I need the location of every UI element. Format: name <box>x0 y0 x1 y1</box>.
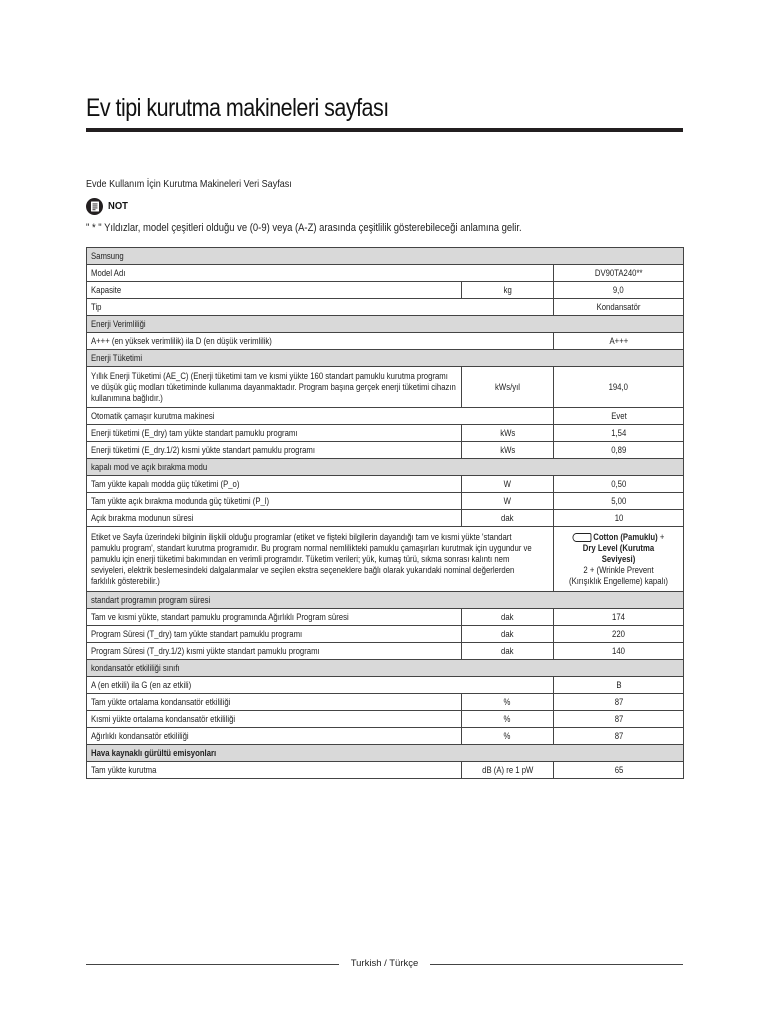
row-label: Program Süresi (T_dry) tam yükte standart pamuklu programı <box>91 628 303 639</box>
row-value: 194,0 <box>608 381 629 392</box>
table-row <box>87 333 684 350</box>
table-row <box>87 425 684 442</box>
section-header <box>87 316 684 333</box>
row-unit: % <box>504 713 511 724</box>
footer-divider-left <box>86 964 339 965</box>
row-unit: % <box>504 730 511 741</box>
footer-divider-right <box>430 964 683 965</box>
footer-language: Turkish / Türkçe <box>350 958 419 969</box>
table-row <box>87 248 684 265</box>
row-label: Açık bırakma modunun süresi <box>91 512 194 523</box>
row-label: Enerji tüketimi (E_dry) tam yükte standart pamuklu programı <box>91 427 298 438</box>
table-row <box>87 762 684 779</box>
row-unit: dB (A) re 1 pW <box>481 764 534 775</box>
subtitle: Evde Kullanım İçin Kurutma Makineleri Veri Sayfası <box>86 178 292 190</box>
row-unit: dak <box>501 628 514 639</box>
note-heading <box>86 197 130 215</box>
note-text: " * " Yıldızlar, model çeşitleri olduğu ve (0-9) veya (A-Z) arasında çeşitlilik gösterebileceği anlamına gelir. <box>86 222 522 234</box>
row-label: Kapasite <box>91 284 122 295</box>
row-value: 5,00 <box>610 495 627 506</box>
row-value: B <box>615 679 622 690</box>
table-row <box>87 643 684 660</box>
table-row <box>87 282 684 299</box>
row-label: Tam yükte kapalı modda güç tüketimi (P_o) <box>91 478 240 489</box>
row-label: Etiket ve Sayfa üzerindeki bilginin ilişkili olduğu programlar (etiket ve fişteki bilgilerin dayandığı tam ve kısmi yükte 'standart pamuklu program', standart kurutma programıdır. Bu program normal nemlilikteki pamuklu çamaşırları kurutmak için uygundur ve pamuklu için enerji tüketimi bakımından en verimli programdır. Tüketim verileri; yük, kumaş türü, sıkma sonrası kalıntı nem seviyeleri, elektrik beslemesindeki dalgalanmalar ve seçilen ekstra seçeneklere bağlı olarak yukarıdaki nominal değerlerden farklılık gösterebilir.) <box>91 531 532 586</box>
table-row <box>87 609 684 626</box>
row-value: 1,54 <box>610 427 627 438</box>
row-value: A+++ <box>609 335 628 346</box>
row-unit: dak <box>501 512 514 523</box>
row-unit: W <box>503 495 512 506</box>
row-value: 9,0 <box>613 284 624 295</box>
row-value: 87 <box>614 730 623 741</box>
section-header <box>87 745 684 762</box>
row-value: 0,89 <box>610 444 627 455</box>
cotton-program-icon <box>573 533 592 542</box>
row-label: Yıllık Enerji Tüketimi (AE_C) (Enerji tüketimi tam ve kısmi yükte 160 standart pamuklu kurutma programı ve düşük güç modları tüketiminde kullanıma dayanmaktadır. Program başına gerçek enerji tüketimi cihazın kullanımına bağlıdır.) <box>91 370 456 403</box>
table-row <box>87 728 684 745</box>
program-cell <box>554 527 684 592</box>
row-label: Tam yükte kurutma <box>91 764 157 775</box>
section-title: Enerji Tüketimi <box>91 352 143 363</box>
model-value: DV90TA240** <box>594 267 643 278</box>
section-header <box>87 350 684 367</box>
program-plus: + <box>657 531 665 542</box>
table-row <box>87 299 684 316</box>
row-label: Tam yükte ortalama kondansatör etkililiği <box>91 696 231 707</box>
table-row <box>87 677 684 694</box>
row-unit: kWs/yıl <box>495 381 520 392</box>
brand-name: Samsung <box>91 250 124 261</box>
program-wrinkle: 2 + (Wrinkle Prevent (Kırışıklık Engelleme) kapalı) <box>569 564 668 586</box>
row-label: A (en etkili) ila G (en az etkili) <box>91 679 192 690</box>
row-value: 87 <box>614 713 623 724</box>
row-label: Tam ve kısmi yükte, standart pamuklu programında Ağırlıklı Program süresi <box>91 611 349 622</box>
row-unit: dak <box>501 645 514 656</box>
row-label: Kısmi yükte ortalama kondansatör etkililiği <box>91 713 236 724</box>
table-row <box>87 476 684 493</box>
page-title: Ev tipi kurutma makineleri sayfası <box>86 94 389 122</box>
program-cotton: Cotton (Pamuklu) <box>593 531 658 542</box>
table-row <box>87 265 684 282</box>
row-value: 0,50 <box>610 478 627 489</box>
row-label: Model Adı <box>91 267 126 278</box>
section-title: kapalı mod ve açık bırakma modu <box>91 461 208 472</box>
section-header <box>87 660 684 677</box>
table-row <box>87 367 684 408</box>
row-label: Program Süresi (T_dry.1/2) kısmi yükte standart pamuklu programı <box>91 645 320 656</box>
table-row <box>87 626 684 643</box>
row-value: Evet <box>610 410 627 421</box>
row-value: 140 <box>612 645 625 656</box>
row-label: Otomatik çamaşır kurutma makinesi <box>91 410 215 421</box>
table-row <box>87 493 684 510</box>
row-unit: kWs <box>499 427 516 438</box>
row-value: 220 <box>612 628 625 639</box>
table-row <box>87 527 684 592</box>
section-title: standart programın program süresi <box>91 594 211 605</box>
section-title: Hava kaynaklı gürültü emisyonları <box>91 747 217 758</box>
note-label: NOT <box>108 200 128 212</box>
row-unit: kg <box>503 284 512 295</box>
row-value: 65 <box>614 764 623 775</box>
table-row <box>87 442 684 459</box>
row-label: A+++ (en yüksek verimlilik) ila D (en düşük verimlilik) <box>91 335 272 346</box>
program-dry-level: Dry Level (Kurutma Seviyesi) <box>582 542 655 564</box>
table-row <box>87 510 684 527</box>
row-unit: W <box>503 478 512 489</box>
section-header <box>87 459 684 476</box>
row-value: 10 <box>614 512 623 523</box>
row-value: 87 <box>614 696 623 707</box>
row-label: Ağırlıklı kondansatör etkililiği <box>91 730 189 741</box>
row-unit: % <box>504 696 511 707</box>
section-title: Enerji Verimliliği <box>91 318 146 329</box>
table-row <box>87 711 684 728</box>
row-label: Tip <box>91 301 102 312</box>
spec-table <box>86 247 684 779</box>
row-label: Enerji tüketimi (E_dry.1/2) kısmi yükte standart pamuklu programı <box>91 444 315 455</box>
table-row <box>87 694 684 711</box>
section-header <box>87 592 684 609</box>
section-title: kondansatör etkililiği sınıfı <box>91 662 180 673</box>
row-value: 174 <box>612 611 625 622</box>
row-unit: kWs <box>499 444 516 455</box>
title-rule <box>86 128 683 132</box>
row-value: Kondansatör <box>596 301 641 312</box>
row-unit: dak <box>501 611 514 622</box>
row-label: Tam yükte açık bırakma modunda güç tüketimi (P_l) <box>91 495 270 506</box>
table-row <box>87 408 684 425</box>
note-icon <box>86 198 103 215</box>
